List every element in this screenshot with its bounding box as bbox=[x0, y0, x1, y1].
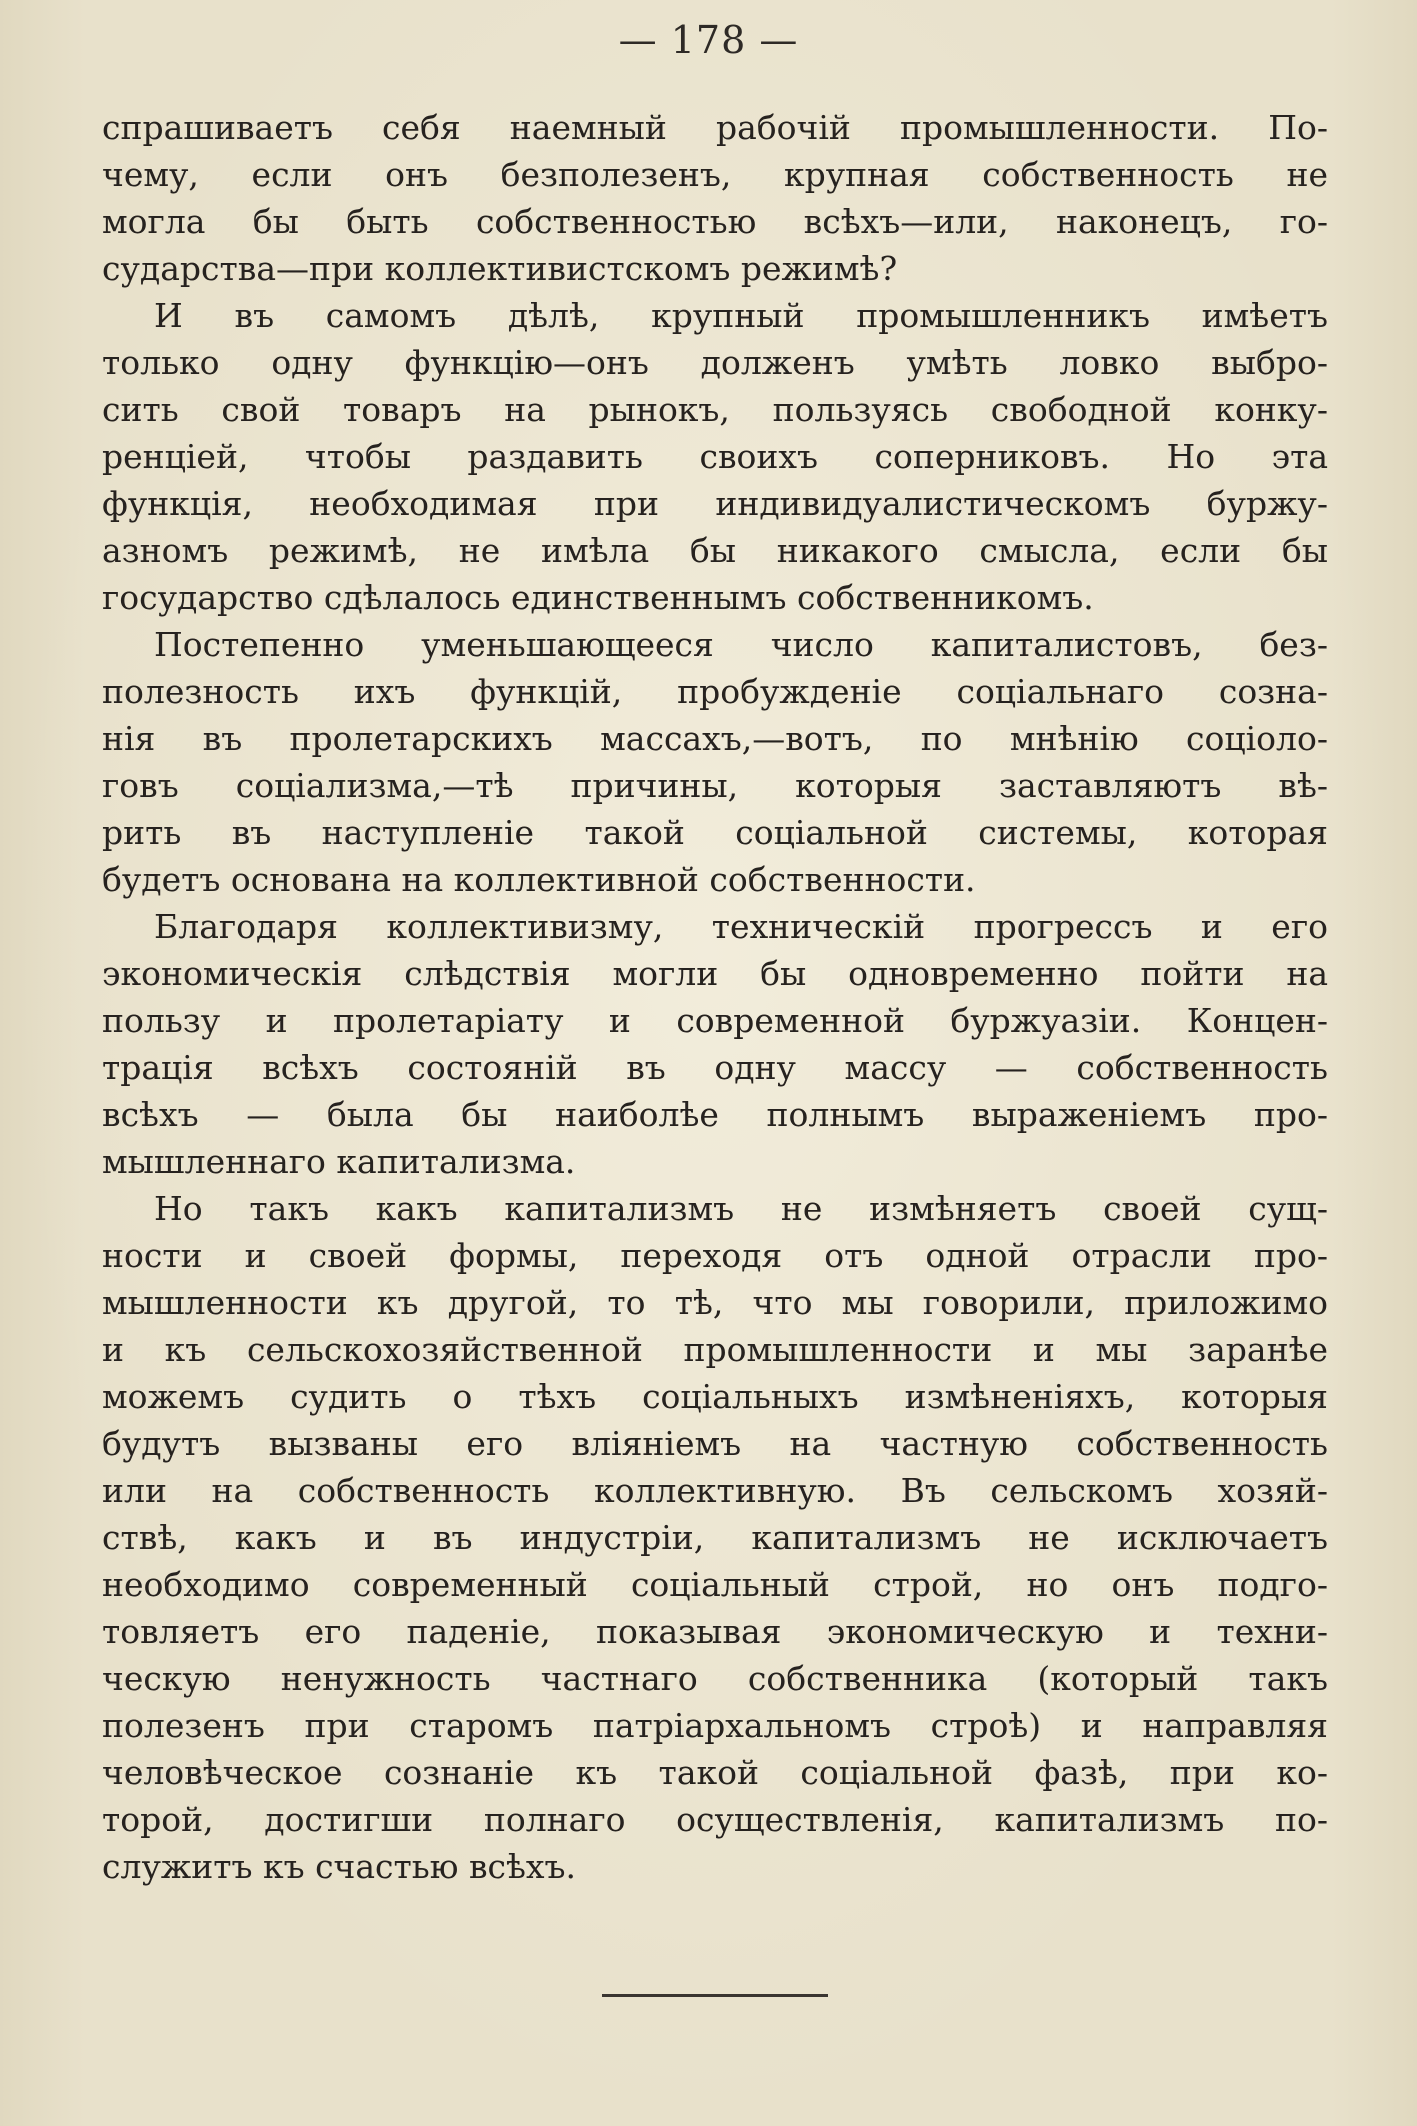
text-line: или на собственность коллективную. Въ сельскомъ хозяй- bbox=[102, 1471, 1328, 1510]
text-line: государство сдѣлалось единственнымъ собственникомъ. bbox=[102, 578, 1094, 617]
paragraph bbox=[102, 1185, 1328, 1890]
text-line: азномъ режимѣ, не имѣла бы никакого смысла, если бы bbox=[102, 531, 1328, 570]
text-line: мышленности къ другой, то тѣ, что мы говорили, приложимо bbox=[102, 1283, 1328, 1322]
text-line: только одну функцію—онъ долженъ умѣть ловко выбро- bbox=[102, 343, 1328, 382]
end-rule bbox=[602, 1994, 828, 1997]
text-line: говъ соціализма,—тѣ причины, которыя заставляютъ вѣ- bbox=[102, 766, 1328, 805]
page-number: — 178 — bbox=[618, 18, 799, 62]
text-line: ствѣ, какъ и въ индустріи, капитализмъ не исключаетъ bbox=[102, 1518, 1328, 1557]
text-line: чему, если онъ безполезенъ, крупная собственность не bbox=[102, 155, 1328, 194]
text-line: служитъ къ счастью всѣхъ. bbox=[102, 1847, 577, 1886]
text-line: полезность ихъ функцій, пробужденіе соціальнаго созна- bbox=[102, 672, 1328, 711]
text-line: сударства—при коллективистскомъ режимѣ? bbox=[102, 249, 898, 288]
paragraph bbox=[102, 621, 1328, 903]
text-line: можемъ судить о тѣхъ соціальныхъ измѣненіяхъ, которыя bbox=[102, 1377, 1328, 1416]
text-line: могла бы быть собственностью всѣхъ—или, наконецъ, го- bbox=[102, 202, 1328, 241]
text-line: ренціей, чтобы раздавить своихъ соперниковъ. Но эта bbox=[102, 437, 1328, 476]
text-line: будетъ основана на коллективной собственности. bbox=[102, 860, 976, 899]
text-line: Но такъ какъ капитализмъ не измѣняетъ своей сущ- bbox=[154, 1189, 1328, 1228]
text-line: трація всѣхъ состояній въ одну массу — собственность bbox=[102, 1048, 1328, 1087]
text-line: Благодаря коллективизму, техническій прогрессъ и его bbox=[154, 907, 1328, 946]
text-line: товляетъ его паденіе, показывая экономическую и техни- bbox=[102, 1612, 1328, 1651]
text-line: сить свой товаръ на рынокъ, пользуясь свободной конку- bbox=[102, 390, 1328, 429]
text-line: Постепенно уменьшающееся число капиталистовъ, без- bbox=[154, 625, 1328, 664]
text-line: пользу и пролетаріату и современной буржуазіи. Концен- bbox=[102, 1001, 1328, 1040]
paragraph bbox=[102, 104, 1328, 292]
body-text bbox=[102, 104, 1328, 1890]
paragraph bbox=[102, 292, 1328, 621]
text-line: функція, необходимая при индивидуалистическомъ буржу- bbox=[102, 484, 1328, 523]
text-line: ческую ненужность частнаго собственника (который такъ bbox=[102, 1659, 1328, 1698]
text-line: экономическія слѣдствія могли бы одновременно пойти на bbox=[102, 954, 1328, 993]
text-line: полезенъ при старомъ патріархальномъ строѣ) и направляя bbox=[102, 1706, 1328, 1745]
text-line: необходимо современный соціальный строй, но онъ подго- bbox=[102, 1565, 1328, 1604]
text-line: торой, достигши полнаго осуществленія, капитализмъ по- bbox=[102, 1800, 1328, 1839]
text-line: рить въ наступленіе такой соціальной системы, которая bbox=[102, 813, 1328, 852]
text-line: всѣхъ — была бы наиболѣе полнымъ выраженіемъ про- bbox=[102, 1095, 1328, 1134]
text-line: ности и своей формы, переходя отъ одной отрасли про- bbox=[102, 1236, 1328, 1275]
text-line: нія въ пролетарскихъ массахъ,—вотъ, по мнѣнію соціоло- bbox=[102, 719, 1328, 758]
text-line: и къ сельскохозяйственной промышленности и мы заранѣе bbox=[102, 1330, 1328, 1369]
text-line: человѣческое сознаніе къ такой соціальной фазѣ, при ко- bbox=[102, 1753, 1328, 1792]
text-line: И въ самомъ дѣлѣ, крупный промышленникъ имѣетъ bbox=[154, 296, 1328, 335]
paragraph bbox=[102, 903, 1328, 1185]
text-line: будутъ вызваны его вліяніемъ на частную собственность bbox=[102, 1424, 1328, 1463]
text-line: спрашиваетъ себя наемный рабочій промышленности. По- bbox=[102, 108, 1328, 147]
text-line: мышленнаго капитализма. bbox=[102, 1142, 576, 1181]
